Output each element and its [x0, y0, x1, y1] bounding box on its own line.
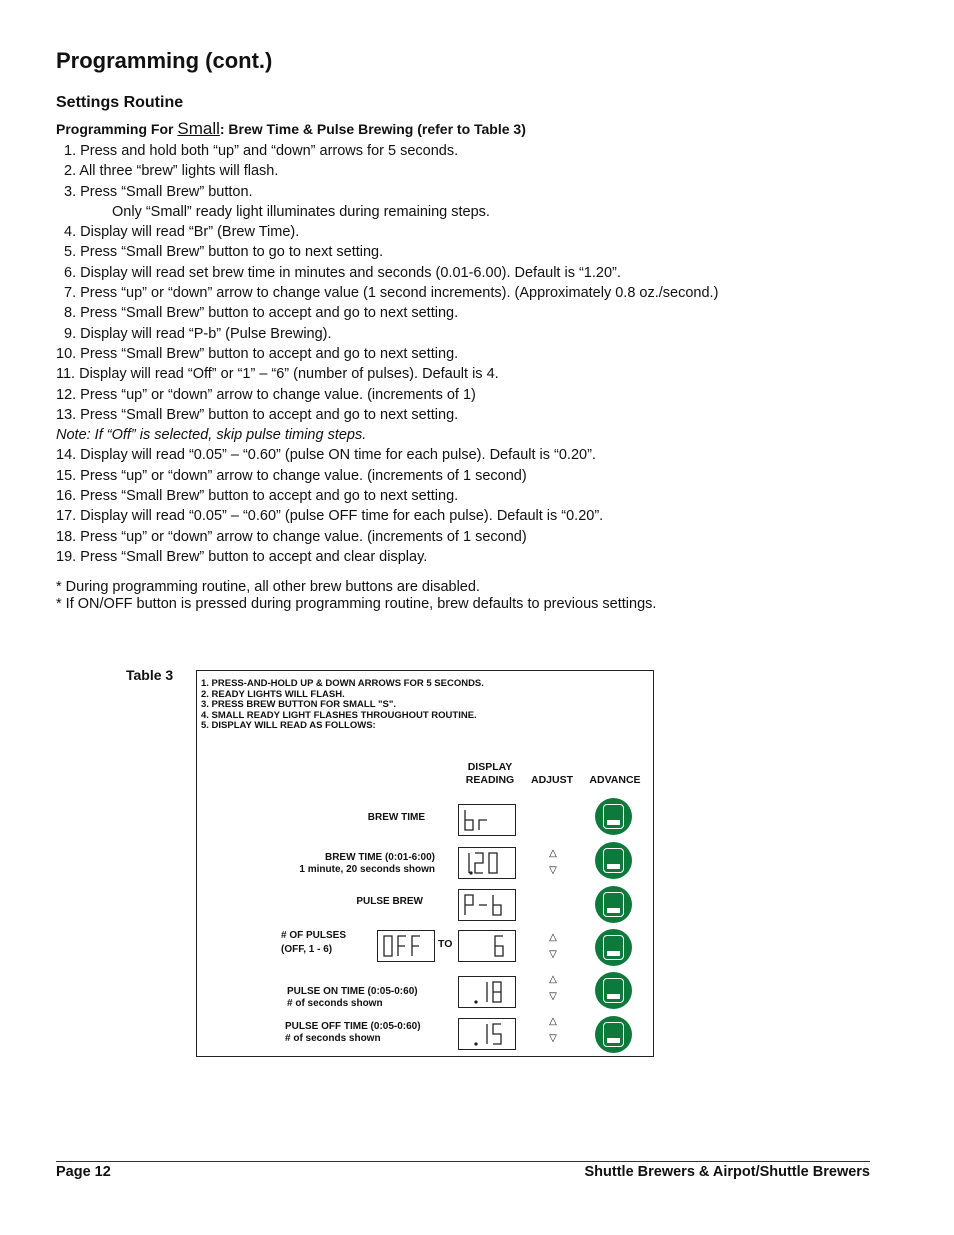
step-7: 7. Press “up” or “down” arrow to change value (1 second increments). (Approximately 0.8 oz./second.): [64, 285, 719, 302]
step-17: 17. Display will read “0.05” – “0.60” (pulse OFF time for each pulse). Default is “0.20”.: [56, 508, 604, 525]
step-16: 16. Press “Small Brew” button to accept and go to next setting.: [56, 488, 459, 505]
adjust-arrows-4[interactable]: [546, 929, 560, 963]
document-title: Shuttle Brewers & Airpot/Shuttle Brewers: [584, 1164, 870, 1180]
display-br: [458, 804, 516, 836]
small-brew-button-1[interactable]: [595, 798, 632, 835]
step-19: 19. Press “Small Brew” button to accept and clear display.: [56, 548, 428, 565]
small-brew-button-2[interactable]: [595, 842, 632, 879]
row-pulse-on-label: PULSE ON TIME (0:05-0:60) # of seconds shown: [287, 986, 418, 1009]
step-12: 12. Press “up” or “down” arrow to change value. (increments of 1): [56, 386, 476, 403]
display-1-20: [458, 847, 516, 879]
down-arrow-icon[interactable]: ▽: [549, 865, 557, 876]
small-brew-button-5[interactable]: [595, 972, 632, 1009]
step-1: 1. Press and hold both “up” and “down” arrows for 5 seconds.: [64, 143, 459, 159]
display-p-b: [458, 889, 516, 921]
up-arrow-icon[interactable]: △: [549, 1016, 557, 1027]
subheading-emphasis: Small: [177, 119, 220, 138]
down-arrow-icon[interactable]: ▽: [549, 1033, 557, 1044]
instruction-1: 1. PRESS-AND-HOLD UP & DOWN ARROWS FOR 5 SECONDS.: [201, 678, 484, 689]
up-arrow-icon[interactable]: △: [549, 974, 557, 985]
up-arrow-icon[interactable]: △: [549, 932, 557, 943]
step-5: 5. Press “Small Brew” button to go to next setting.: [64, 244, 384, 261]
row-brew-time-label: BREW TIME: [367, 812, 425, 823]
step-11: 11. Display will read “Off” or “1” – “6” (number of pulses). Default is 4.: [56, 366, 499, 383]
page-number: Page 12: [56, 1164, 111, 1180]
to-label: TO: [438, 938, 453, 950]
small-brew-button-6[interactable]: [595, 1016, 632, 1053]
page-title: Programming (cont.): [56, 48, 273, 73]
small-brew-button-3[interactable]: [595, 886, 632, 923]
step-9: 9. Display will read “P-b” (Pulse Brewing).: [64, 325, 332, 342]
up-arrow-icon[interactable]: △: [549, 848, 557, 859]
instruction-2: 2. READY LIGHTS WILL FLASH.: [201, 688, 345, 700]
display-18: [458, 976, 516, 1008]
col-display-line1: DISPLAY: [467, 761, 513, 773]
step-3-detail: Only “Small” ready light illuminates during remaining steps.: [112, 203, 490, 220]
table-label: Table 3: [126, 667, 174, 683]
steps-list: [56, 141, 896, 567]
down-arrow-icon[interactable]: ▽: [549, 949, 557, 960]
footnote-1: * During programming routine, all other brew buttons are disabled.: [56, 579, 480, 595]
adjust-arrows-6[interactable]: [546, 1013, 560, 1047]
display-6: [458, 930, 516, 962]
display-15: [458, 1018, 516, 1050]
display-off: [377, 930, 435, 962]
row-brew-time-range-label: BREW TIME (0:01-6:00) 1 minute, 20 seconds shown: [299, 852, 435, 875]
step-6: 6. Display will read set brew time in minutes and seconds (0.01-6.00). Default is “1.20”.: [64, 264, 621, 281]
row-pulses-label: # OF PULSES (OFF, 1 - 6): [281, 930, 347, 955]
col-display-reading: [455, 761, 525, 787]
step-18: 18. Press “up” or “down” arrow to change value. (increments of 1 second): [56, 528, 527, 545]
section-heading: Settings Routine: [56, 94, 184, 111]
subheading: [56, 119, 526, 139]
step-8: 8. Press “Small Brew” button to accept and go to next setting.: [64, 305, 459, 322]
step-14: 14. Display will read “0.05” – “0.60” (pulse ON time for each pulse). Default is “0.20”.: [56, 447, 596, 464]
row-pulse-off-label: PULSE OFF TIME (0:05-0:60) # of seconds shown: [285, 1021, 421, 1044]
col-adjust: ADJUST: [530, 774, 573, 786]
table-instructions: [201, 679, 484, 732]
row-pulse-brew-label: PULSE BREW: [356, 896, 423, 907]
step-2: 2. All three “brew” lights will flash.: [64, 163, 279, 180]
step-13: 13. Press “Small Brew” button to accept and go to next setting.: [56, 406, 459, 423]
adjust-arrows-5[interactable]: [546, 971, 560, 1005]
table-3: [196, 670, 654, 1057]
instruction-5: 5. DISPLAY WILL READ AS FOLLOWS:: [201, 720, 376, 731]
step-10: 10. Press “Small Brew” button to accept and go to next setting.: [56, 345, 459, 362]
step-4: 4. Display will read “Br” (Brew Time).: [64, 224, 300, 241]
down-arrow-icon[interactable]: ▽: [549, 991, 557, 1002]
footnote-2: * If ON/OFF button is pressed during programming routine, brew defaults to previous settings.: [56, 596, 657, 612]
instruction-3: 3. PRESS BREW BUTTON FOR SMALL "S".: [201, 699, 396, 710]
subheading-suffix: : Brew Time & Pulse Brewing (refer to Table 3): [219, 121, 526, 137]
step-15: 15. Press “up” or “down” arrow to change value. (increments of 1 second): [56, 467, 527, 484]
small-brew-button-4[interactable]: [595, 929, 632, 966]
col-advance: ADVANCE: [589, 774, 641, 786]
footnotes: [56, 579, 656, 613]
step-3: 3. Press “Small Brew” button.: [64, 183, 253, 200]
note: Note: If “Off” is selected, skip pulse timing steps.: [56, 427, 367, 444]
col-display-line2: READING: [465, 774, 515, 786]
adjust-arrows-2[interactable]: [546, 845, 560, 879]
subheading-prefix: Programming For: [56, 121, 178, 137]
instruction-4: 4. SMALL READY LIGHT FLASHES THROUGHOUT ROUTINE.: [201, 709, 477, 721]
footer-divider: [56, 1161, 870, 1162]
